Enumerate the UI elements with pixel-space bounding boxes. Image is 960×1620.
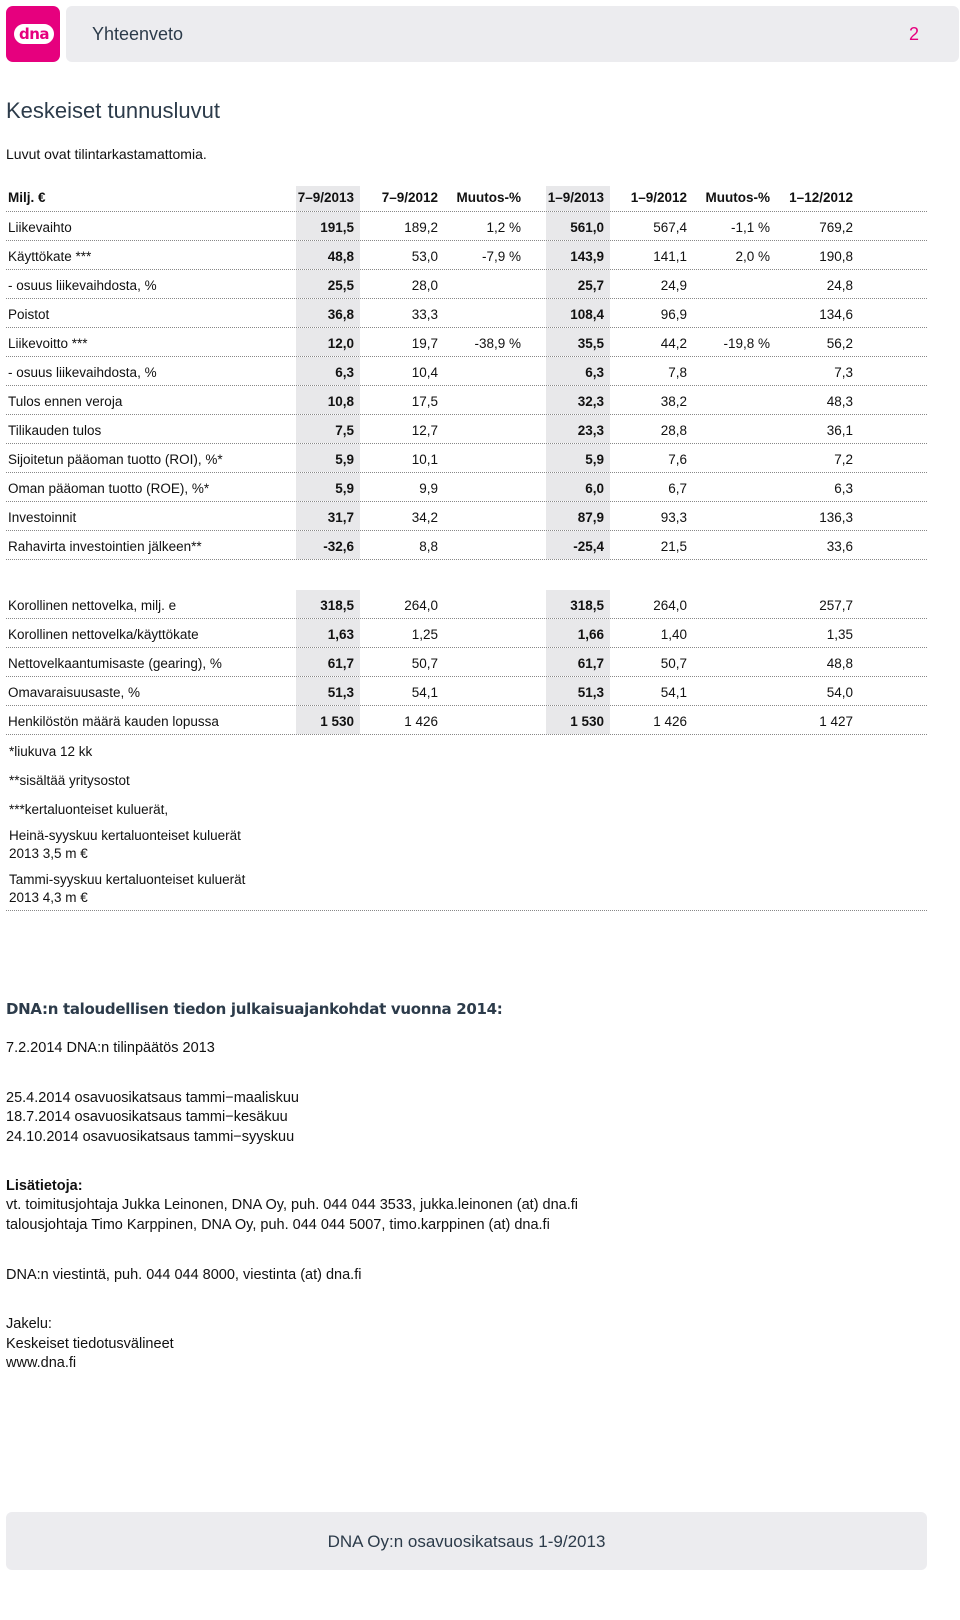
distribution-title: Jakelu: [6, 1316, 52, 1332]
table-cell: 5,9 [585, 452, 604, 467]
contact-line: talousjohtaja Timo Karppinen, DNA Oy, puh. 044 044 5007, timo.karppinen (at) dna.fi [6, 1217, 550, 1233]
footnote: Tammi-syyskuu kertaluonteiset kuluerät [9, 872, 246, 887]
table-cell: 141,1 [653, 249, 687, 264]
column-header: Milj. € [8, 190, 46, 205]
table-cell: -7,9 % [481, 249, 521, 264]
table-cell: 34,2 [411, 510, 438, 525]
schedule-item: 7.2.2014 DNA:n tilinpäätös 2013 [6, 1040, 215, 1056]
table-cell: 5,9 [335, 452, 354, 467]
schedule-title: DNA:n taloudellisen tiedon julkaisuajankohdat vuonna 2014: [6, 1000, 503, 1018]
table-header-row [6, 186, 927, 212]
table-cell: 1,2 % [486, 220, 521, 235]
column-header: 1–9/2012 [630, 190, 687, 205]
footer-text: DNA Oy:n osavuosikatsaus 1-9/2013 [327, 1532, 606, 1551]
table-cell: 1 426 [404, 714, 438, 729]
footnote: 2013 4,3 m € [9, 890, 88, 905]
row-label: Liikevaihto [8, 220, 72, 235]
column-header: Muutos-% [456, 190, 521, 205]
table-cell: 61,7 [327, 656, 354, 671]
table-cell: 33,3 [411, 307, 438, 322]
column-header: 7–9/2012 [381, 190, 438, 205]
table-cell: 7,6 [668, 452, 687, 467]
table-cell: 143,9 [570, 249, 604, 264]
row-label: Korollinen nettovelka/käyttökate [8, 627, 199, 642]
table-cell: 31,7 [327, 510, 354, 525]
schedule-item: 24.10.2014 osavuosikatsaus tammi−syyskuu [6, 1129, 295, 1145]
table-cell: 51,3 [577, 685, 604, 700]
row-label: Korollinen nettovelka, milj. e [8, 598, 177, 613]
table-row [6, 677, 927, 706]
table-cell: 87,9 [577, 510, 604, 525]
page-title: Yhteenveto [92, 24, 184, 44]
section-subtitle: Luvut ovat tilintarkastamattomia. [6, 146, 207, 162]
page-number: 2 [908, 24, 919, 44]
table-cell: 6,3 [585, 365, 604, 380]
table-cell: 190,8 [819, 249, 853, 264]
table-row [6, 415, 927, 444]
table-cell: -25,4 [573, 539, 604, 554]
table-cell: 189,2 [404, 220, 438, 235]
table-cell: 21,5 [660, 539, 687, 554]
table-cell: 318,5 [570, 598, 604, 613]
row-label: Käyttökate *** [8, 249, 92, 264]
divider [6, 910, 927, 911]
table-cell: 8,8 [419, 539, 438, 554]
table-cell: 19,7 [411, 336, 438, 351]
dna-logo [6, 6, 60, 62]
table-cell: 10,4 [411, 365, 438, 380]
table-row [6, 299, 927, 328]
table-cell: 7,8 [668, 365, 687, 380]
table-cell: 10,8 [327, 394, 354, 409]
table-row [6, 328, 927, 357]
row-label: - osuus liikevaihdosta, % [8, 278, 157, 293]
table-cell: 264,0 [653, 598, 687, 613]
table-cell: 1,35 [826, 627, 853, 642]
table-cell: 93,3 [660, 510, 687, 525]
table-cell: 108,4 [570, 307, 604, 322]
table-cell: 53,0 [411, 249, 438, 264]
row-label: Liikevoitto *** [8, 336, 88, 351]
table-cell: 136,3 [819, 510, 853, 525]
table-cell: 50,7 [411, 656, 438, 671]
row-label: Tulos ennen veroja [8, 394, 123, 409]
table-cell: -32,6 [323, 539, 354, 554]
footnote: *liukuva 12 kk [9, 744, 93, 759]
table-cell: -38,9 % [474, 336, 521, 351]
row-label: Oman pääoman tuotto (ROE), %* [8, 481, 210, 496]
table-cell: 264,0 [404, 598, 438, 613]
page-footer [6, 1512, 927, 1570]
table-cell: 7,2 [834, 452, 853, 467]
footnote: 2013 3,5 m € [9, 846, 88, 861]
table-cell: 6,7 [668, 481, 687, 496]
table-spacer [6, 560, 927, 590]
table-cell: 32,3 [577, 394, 604, 409]
table-cell: 54,1 [660, 685, 687, 700]
table-cell: 33,6 [826, 539, 853, 554]
table-cell: 10,1 [411, 452, 438, 467]
table-cell: 24,8 [826, 278, 853, 293]
row-label: Investoinnit [8, 510, 77, 525]
table-cell: 1 427 [819, 714, 853, 729]
table-cell: 1,63 [327, 627, 354, 642]
row-label: Henkilöstön määrä kauden lopussa [8, 714, 219, 729]
table-row [6, 270, 927, 299]
table-cell: 1,66 [577, 627, 604, 642]
row-label: Poistot [8, 307, 50, 322]
row-label: Nettovelkaantumisaste (gearing), % [8, 656, 222, 671]
table-cell: 769,2 [819, 220, 853, 235]
table-cell: 2,0 % [735, 249, 770, 264]
table-cell: 48,3 [826, 394, 853, 409]
footnote: Heinä-syyskuu kertaluonteiset kuluerät [9, 828, 241, 843]
table-cell: 567,4 [653, 220, 687, 235]
table-cell: 25,7 [577, 278, 604, 293]
row-label: - osuus liikevaihdosta, % [8, 365, 157, 380]
table-cell: 7,3 [834, 365, 853, 380]
table-cell: 134,6 [819, 307, 853, 322]
table-cell: 28,0 [411, 278, 438, 293]
table-cell: 48,8 [327, 249, 354, 264]
section-heading: Keskeiset tunnusluvut [6, 98, 221, 123]
table-cell: 7,5 [335, 423, 354, 438]
table-cell: -1,1 % [730, 220, 770, 235]
table-row [6, 386, 927, 415]
table-row [6, 212, 927, 241]
contact-line: vt. toimitusjohtaja Jukka Leinonen, DNA Oy, puh. 044 044 3533, jukka.leinonen (at) dna.fi [6, 1197, 579, 1213]
table-cell: 6,0 [585, 481, 604, 496]
row-label: Tilikauden tulos [8, 423, 102, 438]
column-header: 7–9/2013 [297, 190, 354, 205]
table-row [6, 590, 927, 619]
table-cell: 35,5 [577, 336, 604, 351]
table-row [6, 357, 927, 386]
table-cell: 24,9 [660, 278, 687, 293]
table-cell: 61,7 [577, 656, 604, 671]
table-cell: 1,40 [660, 627, 687, 642]
footnote: **sisältää yritysostot [9, 773, 130, 788]
table-cell: 50,7 [660, 656, 687, 671]
key-figures-table [6, 186, 927, 735]
schedule-item: 18.7.2014 osavuosikatsaus tammi−kesäkuu [6, 1109, 288, 1125]
table-cell: -19,8 % [723, 336, 770, 351]
table-cell: 96,9 [660, 307, 687, 322]
table-cell: 23,3 [577, 423, 604, 438]
table-row [6, 473, 927, 502]
table-cell: 1 530 [320, 714, 354, 729]
page-header [66, 6, 959, 62]
table-cell: 1,25 [411, 627, 438, 642]
table-row [6, 502, 927, 531]
table-cell: 17,5 [411, 394, 438, 409]
distribution-link[interactable]: www.dna.fi [6, 1355, 77, 1371]
contact-title: Lisätietoja: [6, 1178, 83, 1194]
table-cell: 51,3 [327, 685, 354, 700]
table-cell: 48,8 [826, 656, 853, 671]
row-label: Sijoitetun pääoman tuotto (ROI), %* [8, 452, 223, 467]
row-label: Omavaraisuusaste, % [8, 685, 141, 700]
table-cell: 257,7 [819, 598, 853, 613]
distribution-item: Keskeiset tiedotusvälineet [6, 1336, 174, 1352]
table-row [6, 241, 927, 270]
table-cell: 25,5 [327, 278, 354, 293]
logo-text: dna [14, 24, 54, 44]
column-header: 1–12/2012 [789, 190, 853, 205]
table-cell: 54,1 [411, 685, 438, 700]
column-header: Muutos-% [705, 190, 770, 205]
table-cell: 6,3 [834, 481, 853, 496]
column-header: 1–9/2013 [547, 190, 604, 205]
table-cell: 318,5 [320, 598, 354, 613]
row-label: Rahavirta investointien jälkeen** [8, 539, 202, 554]
table-cell: 191,5 [320, 220, 354, 235]
table-row [6, 648, 927, 677]
table-row [6, 706, 927, 735]
table-cell: 12,0 [327, 336, 354, 351]
table-cell: 56,2 [826, 336, 853, 351]
table-cell: 5,9 [335, 481, 354, 496]
contact-line: DNA:n viestintä, puh. 044 044 8000, viestinta (at) dna.fi [6, 1267, 362, 1283]
table-cell: 1 426 [653, 714, 687, 729]
table-row [6, 444, 927, 473]
table-cell: 9,9 [419, 481, 438, 496]
table-cell: 38,2 [660, 394, 687, 409]
table-cell: 561,0 [570, 220, 604, 235]
schedule-item: 25.4.2014 osavuosikatsaus tammi−maaliskuu [6, 1090, 299, 1106]
table-row [6, 619, 927, 648]
table-cell: 28,8 [660, 423, 687, 438]
footnote: ***kertaluonteiset kuluerät, [9, 802, 169, 817]
table-cell: 54,0 [826, 685, 853, 700]
table-cell: 44,2 [660, 336, 687, 351]
table-cell: 6,3 [335, 365, 354, 380]
table-cell: 1 530 [570, 714, 604, 729]
table-cell: 12,7 [411, 423, 438, 438]
table-cell: 36,1 [826, 423, 853, 438]
table-cell: 36,8 [327, 307, 354, 322]
table-row [6, 531, 927, 560]
